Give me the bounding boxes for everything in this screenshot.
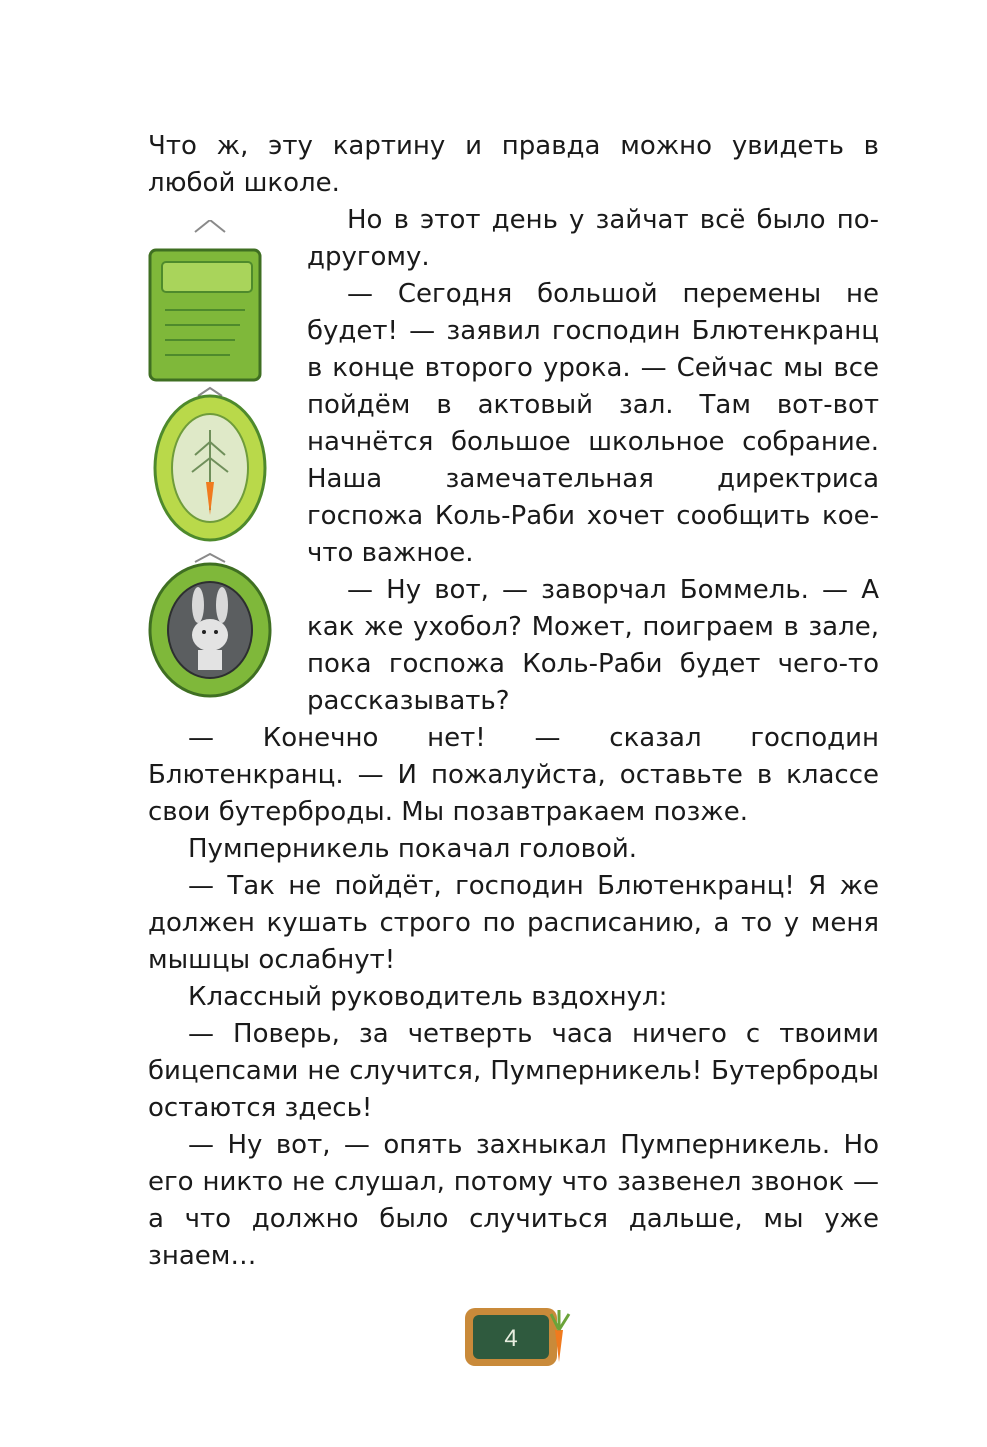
paragraph-3: — Сегодня большой перемены не будет! — заявил господин Блютенкранц в конце второго урока. — Сейчас мы все пойдём в актовый зал. Там вот-вот начнётся большое школьное собрание. Наша замечательная директриса госпожа Коль-Раби хочет сообщить кое-что важное. (307, 279, 879, 568)
paragraph-9: — Поверь, за четверть часа ничего с твоими бицепсами не случится, Пумперникель! Бутерброды остаются здесь! (148, 1019, 879, 1123)
chalkboard-icon (459, 1290, 579, 1370)
page-number: 4 (504, 1325, 518, 1352)
paragraph-5: — Конечно нет! — сказал господин Блютенкранц. — И пожалуйста, оставьте в классе свои бутерброды. Мы позавтракаем позже. (148, 723, 879, 827)
paragraph-8: Классный руководитель вздохнул: (188, 982, 668, 1012)
story-text (148, 128, 879, 1275)
paragraph-1: Что ж, эту картину и правда можно увидеть в любой школе. (148, 131, 879, 198)
page-number-badge (459, 1290, 579, 1370)
paragraph-7: — Так не пойдёт, господин Блютенкранц! Я же должен кушать строго по расписанию, а то у меня мышцы ослабнут! (148, 871, 879, 975)
paragraph-10: — Ну вот, — опять захныкал Пумперникель. Но его никто не слушал, потому что зазвенел звонок — а что должно было случиться дальше, мы уже знаем… (148, 1130, 879, 1271)
paragraph-6: Пумперникель покачал головой. (188, 834, 638, 864)
illustration-float (148, 202, 307, 720)
paragraph-2: Но в этот день у зайчат всё было по-другому. (307, 205, 879, 272)
paragraph-4: — Ну вот, — заворчал Боммель. — А как же ухобол? Может, поиграем в зале, пока госпожа Коль-Раби будет чего-то рассказывать? (307, 575, 879, 716)
